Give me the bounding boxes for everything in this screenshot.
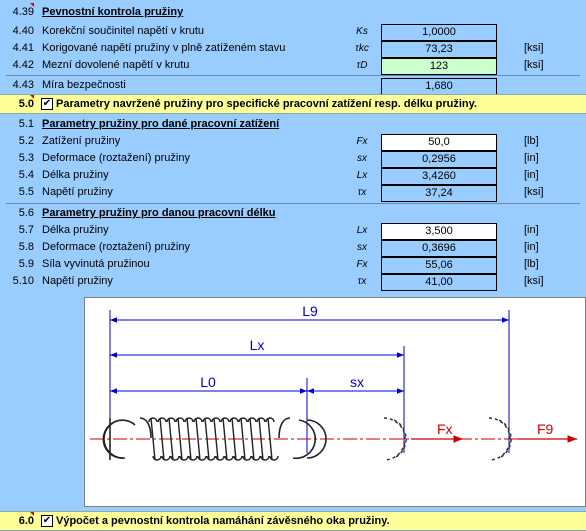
- section-band-6-0: [0, 511, 586, 531]
- row-number: 5.10: [12, 275, 34, 287]
- section-title: Pevnostní kontrola pružiny: [42, 6, 184, 18]
- row-label: Deformace (roztažení) pružiny: [42, 241, 190, 253]
- row-value: 0,2956: [381, 151, 497, 168]
- section-header-5-1: [0, 116, 586, 133]
- row-label: Míra bezpečnosti: [42, 79, 126, 91]
- row-number: 5.8: [18, 241, 34, 253]
- row-number: 6.0: [18, 515, 34, 527]
- comment-marker: [30, 512, 34, 516]
- row-unit: [ksi]: [524, 42, 544, 54]
- row-number: 4.43: [12, 79, 34, 91]
- comment-marker: [30, 3, 34, 7]
- row-number: 4.42: [12, 59, 34, 71]
- row-label: Zatížení pružiny: [42, 135, 121, 147]
- row-unit: [in]: [524, 241, 539, 253]
- row-label: Deformace (roztažení) pružiny: [42, 152, 190, 164]
- section-checkbox[interactable]: ✔: [42, 98, 52, 109]
- row-symbol: Lx: [356, 170, 368, 181]
- row-unit: [lb]: [524, 258, 539, 270]
- row-unit: [ksi]: [524, 186, 544, 198]
- row-value: 73,23: [381, 41, 497, 58]
- row-number: 4.40: [12, 25, 34, 37]
- load-input[interactable]: 50,0: [381, 134, 497, 151]
- param-row-4-40: [0, 23, 586, 40]
- row-symbol: τx: [357, 276, 367, 287]
- section-title: Parametry navržené pružiny pro specifické pracovní zatížení resp. délku pružiny.: [56, 98, 477, 110]
- force-label-f9: F9: [537, 421, 554, 437]
- section-checkbox[interactable]: ✔: [42, 515, 52, 526]
- row-label: Délka pružiny: [42, 224, 109, 236]
- row-symbol: Ks: [356, 26, 368, 37]
- param-row-5-8: [0, 239, 586, 256]
- section-header-4-39: [0, 4, 586, 21]
- row-label: Délka pružiny: [42, 169, 109, 181]
- param-row-5-4: [0, 167, 586, 184]
- row-value: 37,24: [381, 185, 497, 202]
- row-symbol: τD: [356, 60, 368, 71]
- row-symbol: Fx: [356, 259, 368, 270]
- row-unit: [in]: [524, 152, 539, 164]
- param-row-4-41: [0, 40, 586, 57]
- row-value: 0,3696: [381, 240, 497, 257]
- spring-drawing: [85, 298, 585, 506]
- param-row-5-7: [0, 222, 586, 239]
- section-title: Výpočet a pevnostní kontrola namáhání závěsného oka pružiny.: [56, 515, 390, 527]
- row-symbol: sx: [357, 153, 367, 164]
- param-row-4-43: [0, 77, 586, 94]
- row-label: Síla vyvinutá pružinou: [42, 258, 150, 270]
- row-number: 5.7: [18, 224, 34, 236]
- param-row-5-9: [0, 256, 586, 273]
- row-symbol: sx: [357, 242, 367, 253]
- spring-diagram: [84, 297, 586, 507]
- row-number: 5.5: [18, 186, 34, 198]
- row-value: 1,0000: [381, 24, 497, 41]
- row-number: 5.0: [18, 98, 34, 110]
- row-number: 5.3: [18, 152, 34, 164]
- row-label: Mezní dovolené napětí v krutu: [42, 59, 190, 71]
- dim-label-sx: sx: [350, 374, 364, 390]
- param-row-5-5: [0, 184, 586, 201]
- row-value: 3,4260: [381, 168, 497, 185]
- row-unit: [in]: [524, 169, 539, 181]
- row-number: 4.41: [12, 42, 34, 54]
- row-symbol: Lx: [356, 225, 368, 236]
- row-symbol: τx: [357, 187, 367, 198]
- row-unit: [ksi]: [524, 59, 544, 71]
- force-label-fx: Fx: [437, 421, 453, 437]
- row-unit: [in]: [524, 224, 539, 236]
- param-row-5-10: [0, 273, 586, 290]
- row-unit: [lb]: [524, 135, 539, 147]
- row-number: 5.6: [18, 207, 34, 219]
- row-label: Napětí pružiny: [42, 186, 113, 198]
- section-title: Parametry pružiny pro danou pracovní délku: [42, 207, 276, 219]
- row-label: Korigované napětí pružiny v plně zatíženém stavu: [42, 42, 286, 54]
- row-label: Napětí pružiny: [42, 275, 113, 287]
- length-input[interactable]: 3,500: [381, 223, 497, 240]
- row-number: 5.1: [18, 118, 34, 130]
- section-title: Parametry pružiny pro dané pracovní zatížení: [42, 118, 280, 130]
- row-symbol: τkc: [355, 43, 369, 54]
- row-label: Korekční součinitel napětí v krutu: [42, 25, 205, 37]
- divider: [6, 203, 580, 204]
- dim-label-lx: Lx: [249, 337, 265, 353]
- comment-marker: [30, 95, 34, 99]
- row-number: 5.2: [18, 135, 34, 147]
- param-row-4-42: [0, 57, 586, 74]
- param-row-5-3: [0, 150, 586, 167]
- row-value-input[interactable]: 123: [381, 58, 497, 75]
- row-number: 5.4: [18, 169, 34, 181]
- row-number: 5.9: [18, 258, 34, 270]
- row-unit: [ksi]: [524, 275, 544, 287]
- dimension-lines: [110, 320, 509, 391]
- row-number: 4.39: [12, 6, 34, 18]
- row-value: 55,06: [381, 257, 497, 274]
- dim-label-l0: L0: [200, 374, 216, 390]
- row-symbol: Fx: [356, 136, 368, 147]
- param-row-5-2: [0, 133, 586, 150]
- dim-label-l9: L9: [302, 303, 318, 319]
- row-value: 41,00: [381, 274, 497, 291]
- row-value: 1,680: [381, 78, 497, 95]
- section-band-5-0: [0, 94, 586, 114]
- section-header-5-6: [0, 205, 586, 222]
- divider: [6, 75, 580, 76]
